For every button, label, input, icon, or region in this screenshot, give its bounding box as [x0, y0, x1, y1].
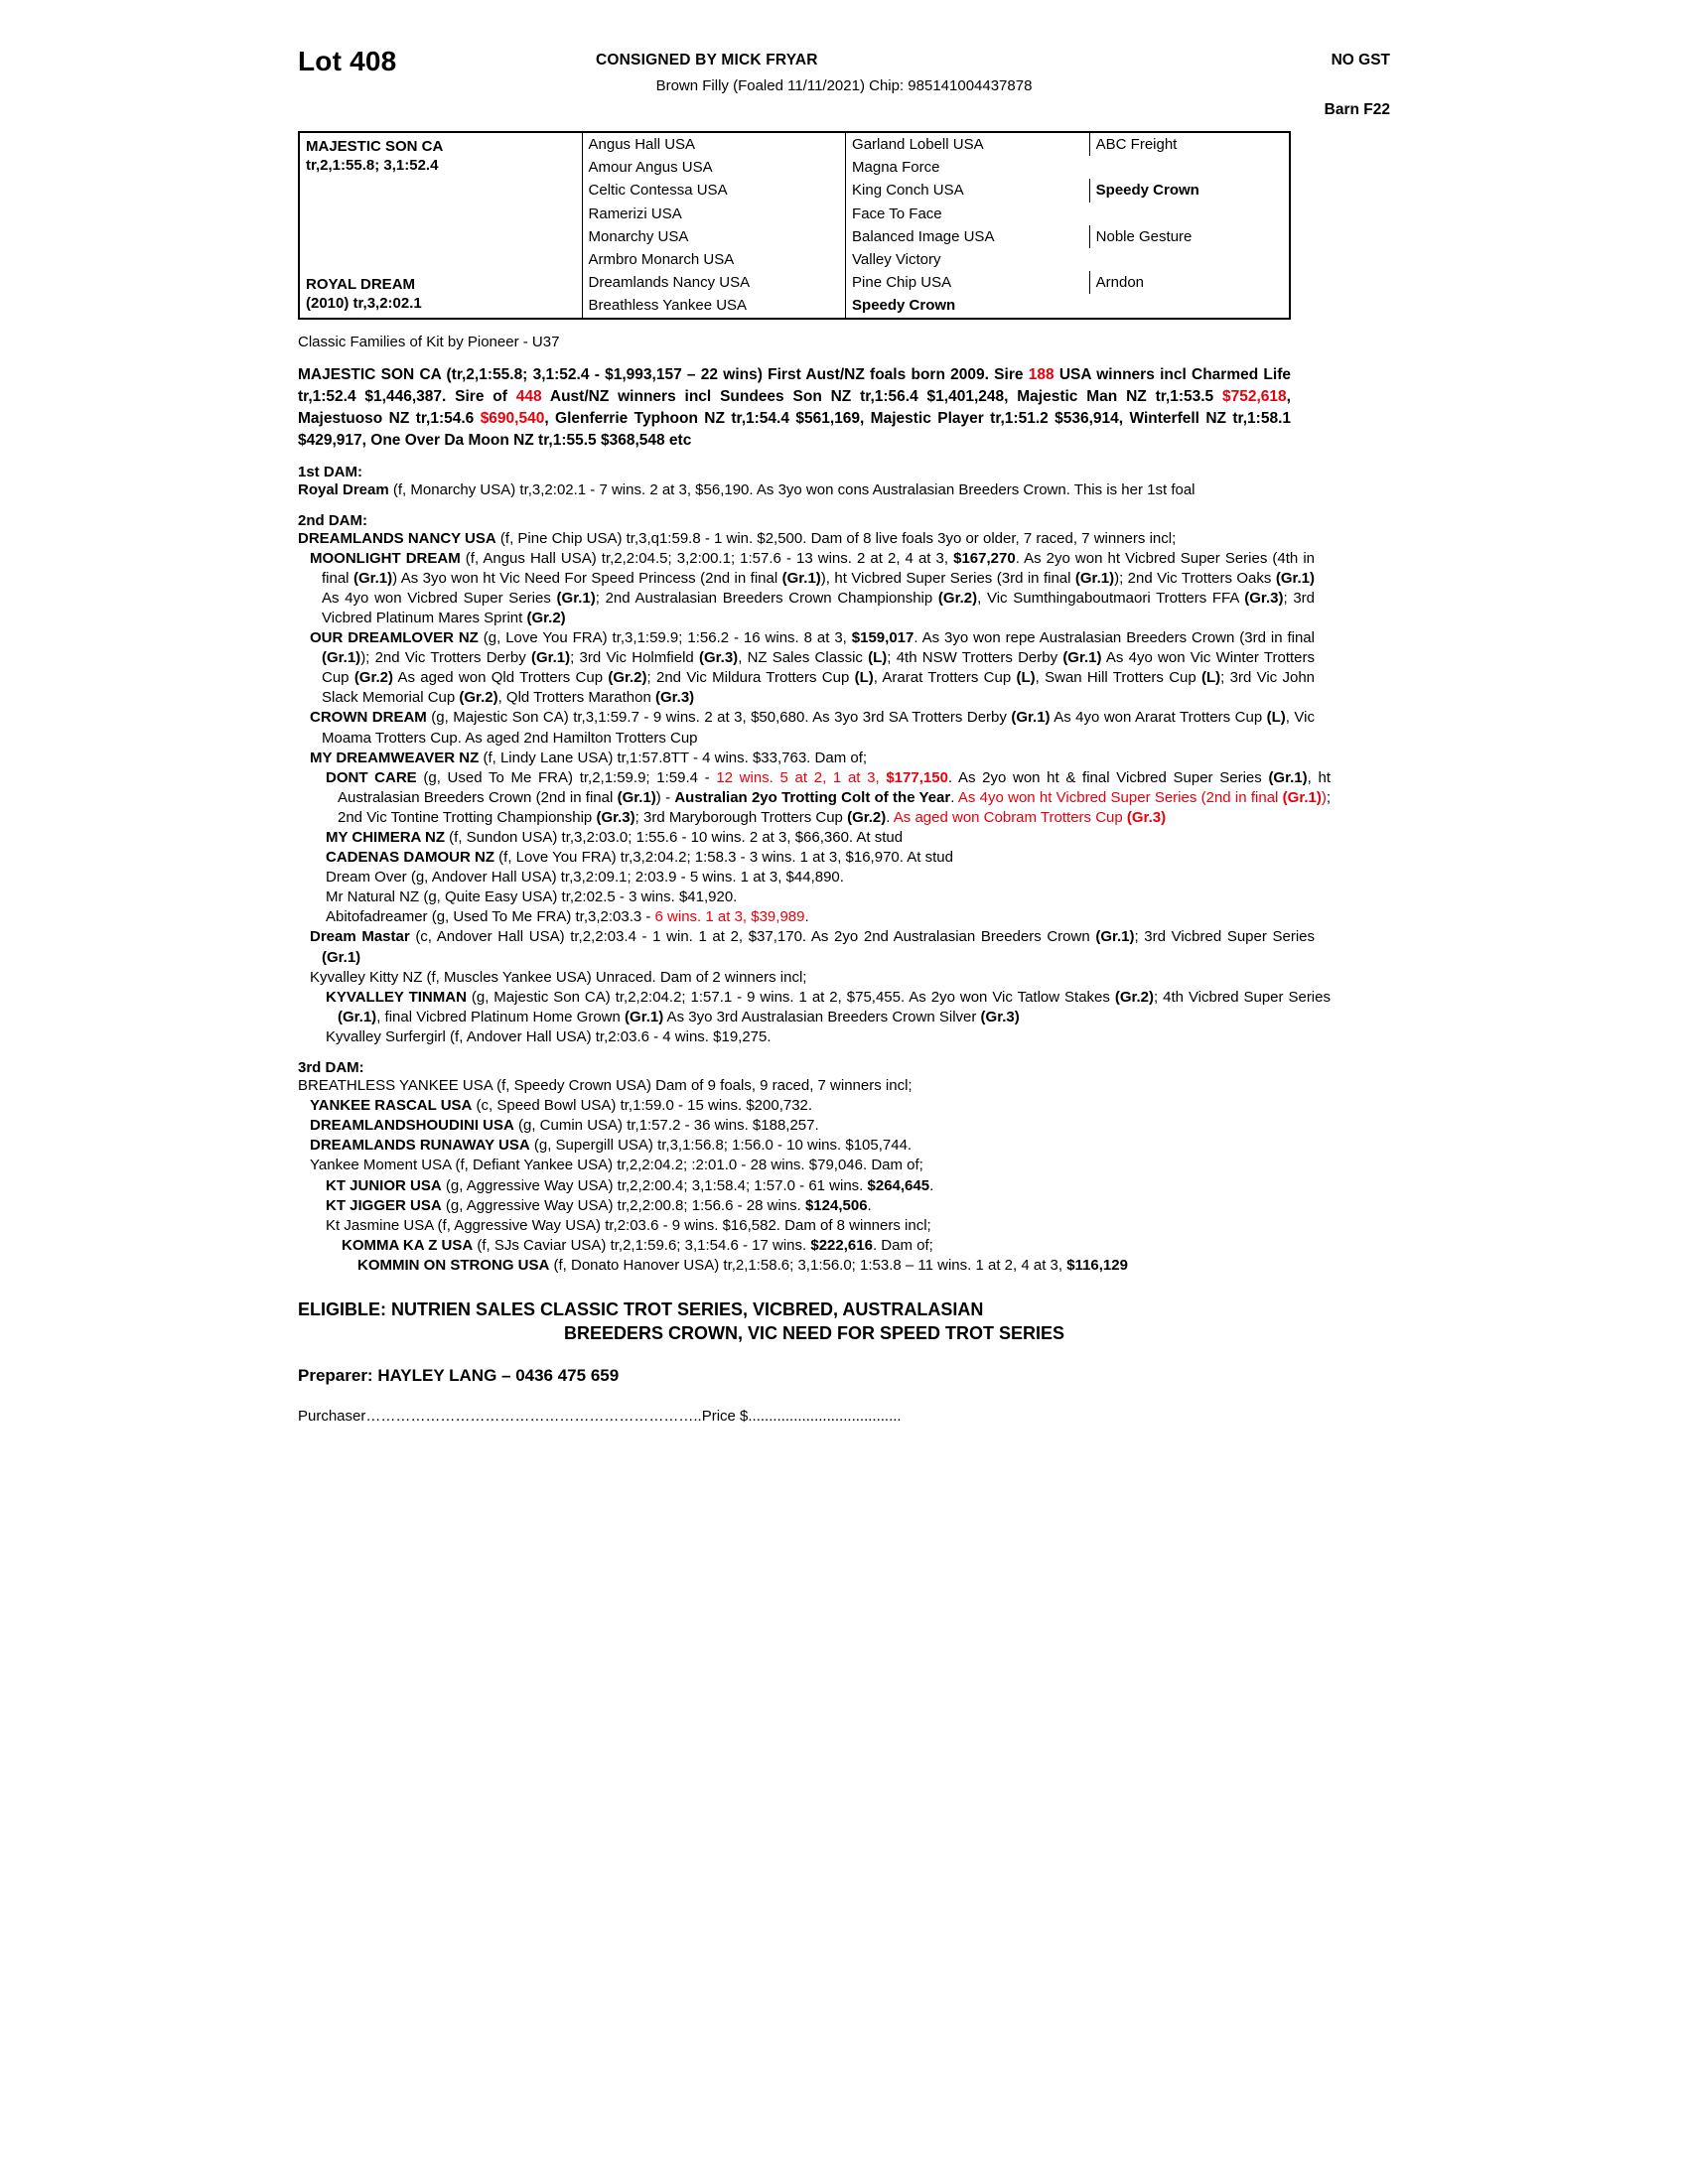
lot-number: Lot 408 [298, 46, 397, 76]
entry-segment: . [929, 1176, 934, 1194]
entry-segment: (Gr.1) [1282, 788, 1322, 806]
entry-segment: $124,506 [804, 1196, 868, 1214]
entry-segment: Australian 2yo Trotting Colt of the Year [674, 788, 951, 806]
entry-segment: (g, Used To Me FRA) tr,2,1:59.9; 1:59.4 - [416, 768, 717, 786]
pedigree-g3-7: Pine Chip USA [846, 271, 1090, 294]
entry-segment: Dream Mastar [310, 928, 410, 946]
sire-dam: Celtic Contessa USA [582, 179, 846, 202]
eligible-line-2: BREEDERS CROWN, VIC NEED FOR SPEED TROT SERIES [563, 1323, 1065, 1344]
sire-usa-winners-count: 188 [1028, 365, 1055, 383]
entry-segment: (L) [854, 669, 874, 687]
entry-segment: ); 2nd Vic Trotters Oaks [1114, 569, 1276, 587]
preparer-line: Preparer: HAYLEY LANG – 0436 475 659 [298, 1365, 620, 1385]
entry-segment: (g, Love You FRA) tr,3,1:59.9; 1:56.2 - 16 wins. 8 at 3, [478, 629, 852, 647]
entry-segment: 6 wins. 1 at 3, $39,989 [654, 908, 805, 926]
progeny-entry [298, 549, 1315, 628]
third-dam-heading: 3rd DAM: [298, 1059, 364, 1077]
entry-segment: (L) [868, 649, 888, 667]
second-dam-name: DREAMLANDS NANCY USA [298, 529, 496, 547]
entry-segment: (Gr.2) [608, 669, 647, 687]
entry-segment: . Dam of; [872, 1236, 933, 1254]
entry-segment: (Gr.1) [556, 589, 596, 607]
pedigree-g3-2: Amour Angus USA [582, 156, 846, 179]
entry-segment: MOONLIGHT DREAM [310, 549, 461, 567]
consignor-line: CONSIGNED BY MICK FRYAR [596, 52, 818, 68]
entry-segment: MY DREAMWEAVER NZ [310, 749, 480, 766]
entry-segment: MY CHIMERA NZ [326, 829, 445, 846]
progeny-entry [298, 768, 1331, 828]
sire-summary [298, 364, 1291, 452]
progeny-entry [298, 1236, 1346, 1256]
entry-segment: , NZ Sales Classic [738, 649, 869, 667]
entry-segment: , Qld Trotters Marathon [497, 689, 655, 707]
entry-segment: (Gr.2) [847, 808, 887, 826]
entry-segment: KYVALLEY TINMAN [326, 988, 467, 1006]
sire-sire: Angus Hall USA [582, 133, 846, 156]
pedigree-g3-4: Ramerizi USA [582, 203, 846, 225]
entry-segment: ; 3rd Vic Holmfield [570, 649, 699, 667]
entry-segment: KOMMIN ON STRONG USA [357, 1256, 550, 1274]
entry-segment: . As 3yo won repe Australasian Breeders Crown (3rd in final [914, 629, 1315, 647]
barn-number: Barn F22 [1324, 101, 1390, 118]
entry-segment: As 4yo won Vic Winter Trotters Cup [322, 649, 1315, 687]
entry-segment: $116,129 [1066, 1256, 1128, 1274]
entry-segment: ) [1321, 788, 1327, 806]
second-dam-heading: 2nd DAM: [298, 511, 367, 529]
entry-segment: As aged won Cobram Trotters Cup [893, 808, 1127, 826]
entry-segment: (Gr.1) [338, 1008, 377, 1025]
first-dam-heading: 1st DAM: [298, 463, 363, 480]
sire-name: MAJESTIC SON CA [306, 138, 444, 155]
pedigree-g4-2: Magna Force [846, 156, 1090, 179]
majestuoso-earnings: $690,540 [480, 409, 545, 427]
progeny-entry [298, 749, 1315, 768]
second-dam-entry [298, 529, 1299, 549]
entry-segment: (Gr.2) [526, 609, 566, 626]
entry-segment: (Gr.1) [322, 948, 361, 966]
progeny-entry [298, 1096, 1315, 1116]
entry-segment: YANKEE RASCAL USA [310, 1097, 473, 1115]
entry-segment: ) - [655, 788, 675, 806]
pedigree-g3-1: Garland Lobell USA [846, 133, 1090, 156]
entry-segment: ; 2nd Vic Mildura Trotters Cup [646, 669, 855, 687]
second-dam-detail: (f, Pine Chip USA) tr,3,q1:59.8 - 1 win. $2,500. Dam of 8 live foals 3yo or older, 7 raced, 7 winners incl; [495, 529, 1177, 547]
entry-segment: $222,616 [810, 1236, 873, 1254]
sire-summary-p4: , Majestuoso NZ tr,1:54.6 [298, 387, 1291, 427]
first-dam-name: Royal Dream [298, 480, 389, 498]
entry-segment: Yankee Moment USA (f, Defiant Yankee USA) tr,2,2:04.2; :2:01.0 - 28 wins. $79,046. Dam of; [310, 1157, 923, 1174]
entry-segment: (f, Love You FRA) tr,3,2:04.2; 1:58.3 - 3 wins. 1 at 3, $16,970. At stud [494, 849, 953, 867]
pedigree-g3-5: Balanced Image USA [846, 225, 1090, 248]
entry-segment: (f, Donato Hanover USA) tr,2,1:58.6; 3,1:56.0; 1:53.8 – 11 wins. 1 at 2, 4 at 3, [549, 1256, 1067, 1274]
dam-record: (2010) tr,3,2:02.1 [306, 295, 422, 313]
progeny-entry [298, 1196, 1331, 1216]
entry-segment: , Ararat Trotters Cup [873, 669, 1017, 687]
entry-segment: DREAMLANDSHOUDINI USA [310, 1117, 514, 1135]
entry-segment: (f, Sundon USA) tr,3,2:03.0; 1:55.6 - 10 wins. 2 at 3, $66,360. At stud [445, 829, 904, 846]
sire-summary-p5: , Glenferrie Typhoon NZ tr,1:54.4 $561,169, Majestic Player tr,1:51.2 $536,914, Winterfell NZ tr,1:58.1 $429,917, One Over Da Moon NZ tr,1:55.5 $368,548 etc [298, 409, 1291, 449]
dam-sire: Monarchy USA [582, 225, 846, 248]
entry-segment: (L) [1016, 669, 1036, 687]
entry-segment: As 4yo won Vicbred Super Series [322, 589, 557, 607]
progeny-entry [298, 1176, 1331, 1196]
pedigree-sire-cell [300, 133, 582, 179]
entry-segment: (L) [1201, 669, 1221, 687]
entry-segment: (Gr.1) [1275, 569, 1316, 587]
entry-segment: 12 wins. 5 at 2, 1 at 3, [716, 768, 887, 786]
entry-segment: Kyvalley Kitty NZ (f, Muscles Yankee USA) Unraced. Dam of 2 winners incl; [310, 968, 807, 986]
progeny-entry [298, 868, 1331, 887]
entry-segment: (c, Speed Bowl USA) tr,1:59.0 - 15 wins. $200,732. [472, 1097, 813, 1115]
entry-segment: (f, SJs Caviar USA) tr,2,1:59.6; 3,1:54.6 - 17 wins. [473, 1236, 811, 1254]
entry-segment: ) As 3yo won ht Vic Need For Speed Princess (2nd in final [392, 569, 782, 587]
entry-segment: Abitofadreamer (g, Used To Me FRA) tr,3,2:03.3 - [326, 908, 655, 926]
entry-segment: , ht Australasian Breeders Crown (2nd in final [338, 768, 1331, 806]
progeny-entry [298, 628, 1315, 708]
entry-segment: ; 3rd Vicbred Super Series [1134, 928, 1316, 946]
progeny-entry [298, 1156, 1315, 1175]
entry-segment: (Gr.3) [1126, 808, 1167, 826]
entry-segment: ; 2nd Vic Tontine Trotting Championship [338, 788, 1332, 826]
pedigree-table [298, 131, 1291, 320]
entry-segment: $159,017 [851, 629, 914, 647]
progeny-entry [298, 887, 1331, 907]
dam-dam: Dreamlands Nancy USA [582, 271, 846, 294]
purchaser-line: Purchaser…………………………………………………………..Price $..................................... [298, 1407, 902, 1425]
entry-segment: (Gr.1) [1074, 569, 1115, 587]
entry-segment: Dream Over (g, Andover Hall USA) tr,3,2:09.1; 2:03.9 - 5 wins. 1 at 3, $44,890. [326, 869, 844, 887]
pedigree-sire-record-cell [300, 179, 582, 224]
entry-segment: KOMMA KA Z USA [342, 1236, 474, 1254]
pedigree-g4-4: Face To Face [846, 203, 1090, 225]
entry-segment: (Gr.1) [1062, 649, 1102, 667]
entry-segment: , final Vicbred Platinum Home Grown [376, 1008, 626, 1025]
sire-summary-p2: USA winners incl Charmed Life tr,1:52.4 $1,446,387. Sire of [298, 365, 1291, 405]
entry-segment: (Gr.1) [530, 649, 571, 667]
pedigree-g4-8: Speedy Crown [846, 294, 1090, 317]
entry-segment: , Vic Moama Trotters Cup. As aged 2nd Hamilton Trotters Cup [322, 709, 1316, 747]
pedigree-g4-1: ABC Freight [1089, 133, 1289, 156]
entry-segment: $167,270 [953, 549, 1016, 567]
pedigree-g3-8: Breathless Yankee USA [582, 294, 846, 317]
progeny-entry [298, 988, 1331, 1027]
entry-segment: (Gr.2) [353, 669, 393, 687]
pedigree-dam-record-cell [300, 271, 582, 317]
page-header [298, 40, 1390, 125]
entry-segment: . [950, 788, 958, 806]
entry-segment: (Gr.3) [596, 808, 635, 826]
entry-segment: , Swan Hill Trotters Cup [1035, 669, 1202, 687]
entry-segment: As aged won Qld Trotters Cup [393, 669, 609, 687]
entry-segment: DREAMLANDS RUNAWAY USA [310, 1137, 530, 1155]
entry-segment: (L) [1266, 709, 1286, 727]
entry-segment: ; 2nd Australasian Breeders Crown Championship [595, 589, 938, 607]
sire-summary-p1: MAJESTIC SON CA (tr,2,1:55.8; 3,1:52.4 - $1,993,157 – 22 wins) First Aust/NZ foals born 2009. Sire [298, 365, 1029, 383]
entry-segment: $177,150 [886, 768, 948, 786]
third-dam-entry: BREATHLESS YANKEE USA (f, Speedy Crown USA) Dam of 9 foals, 9 raced, 7 winners incl; [298, 1077, 913, 1095]
entry-segment: (Gr.2) [937, 589, 978, 607]
third-dam-progeny-list [298, 1096, 1390, 1276]
entry-segment: . [804, 908, 809, 926]
progeny-entry [298, 1116, 1315, 1136]
progeny-entry [298, 927, 1315, 967]
pedigree-g3-6: Armbro Monarch USA [582, 248, 846, 271]
entry-segment: ), ht Vicbred Super Series (3rd in final [820, 569, 1075, 587]
entry-segment: (g, Cumin USA) tr,1:57.2 - 36 wins. $188,257. [513, 1117, 819, 1135]
progeny-entry [298, 708, 1315, 748]
pedigree-g4-3: Speedy Crown [1089, 179, 1289, 202]
classic-families-line: Classic Families of Kit by Pioneer - U37 [298, 333, 560, 350]
entry-segment: (f, Lindy Lane USA) tr,1:57.8TT - 4 wins. $33,763. Dam of; [479, 749, 868, 766]
entry-segment: (Gr.2) [459, 689, 498, 707]
progeny-entry [298, 968, 1315, 988]
entry-segment: (g, Aggressive Way USA) tr,2,2:00.4; 3,1:58.4; 1:57.0 - 61 wins. [441, 1176, 868, 1194]
entry-segment: KT JUNIOR USA [326, 1176, 442, 1194]
entry-segment: ; 4th NSW Trotters Derby [887, 649, 1063, 667]
entry-segment: (g, Aggressive Way USA) tr,2,2:00.8; 1:56.6 - 28 wins. [441, 1196, 805, 1214]
entry-segment: Kyvalley Surfergirl (f, Andover Hall USA) tr,2:03.6 - 4 wins. $19,275. [326, 1027, 772, 1045]
entry-segment: (g, Majestic Son CA) tr,2,2:04.2; 1:57.1 - 9 wins. 1 at 2, $75,455. As 2yo won Vic Tatlow Stakes [466, 988, 1115, 1006]
entry-segment: (f, Angus Hall USA) tr,2,2:04.5; 3,2:00.1; 1:57.6 - 13 wins. 2 at 2, 4 at 3, [460, 549, 954, 567]
entry-segment: (Gr.1) [322, 649, 361, 667]
entry-segment: As 4yo won Ararat Trotters Cup [1050, 709, 1267, 727]
entry-segment: ; 3rd Vicbred Platinum Mares Sprint [322, 589, 1315, 626]
entry-segment: ; 3rd Vic John Slack Memorial Cup [322, 669, 1315, 707]
entry-segment: . As 2yo won ht Vicbred Super Series (4th in final [322, 549, 1316, 587]
progeny-entry [298, 1216, 1331, 1236]
sire-record: tr,2,1:55.8; 3,1:52.4 [306, 157, 439, 175]
first-dam-detail: (f, Monarchy USA) tr,3,2:02.1 - 7 wins. 2 at 3, $56,190. As 3yo won cons Australasian Breeders Crown. This is her 1st foal [388, 480, 1196, 498]
entry-segment: DONT CARE [326, 768, 417, 786]
entry-segment: ; 3rd Maryborough Trotters Cup [634, 808, 848, 826]
entry-segment: (Gr.1) [617, 788, 656, 806]
entry-segment: (Gr.1) [625, 1008, 664, 1025]
pedigree-g4-7: Arndon [1089, 271, 1289, 294]
progeny-entry [298, 848, 1331, 868]
entry-segment: CADENAS DAMOUR NZ [326, 849, 494, 867]
entry-segment: Mr Natural NZ (g, Quite Easy USA) tr,2:02.5 - 3 wins. $41,920. [326, 888, 738, 906]
eligible-block [298, 1297, 1291, 1346]
entry-segment: . As 2yo won ht & final Vicbred Super Series [947, 768, 1269, 786]
entry-segment: (Gr.3) [699, 649, 739, 667]
entry-segment: ); 2nd Vic Trotters Derby [360, 649, 531, 667]
majestic-man-earnings: $752,618 [1222, 387, 1287, 405]
entry-segment: (Gr.1) [1011, 709, 1051, 727]
entry-segment: (g, Supergill USA) tr,3,1:56.8; 1:56.0 - 10 wins. $105,744. [529, 1137, 913, 1155]
entry-segment: (g, Majestic Son CA) tr,3,1:59.7 - 9 wins. 2 at 3, $50,680. As 3yo 3rd SA Trotters Derby [426, 709, 1012, 727]
sire-anz-winners-count: 448 [515, 387, 542, 405]
pedigree-dam-cell [300, 225, 582, 271]
second-dam-progeny-list [298, 549, 1390, 1047]
progeny-entry [298, 828, 1331, 848]
dam-name: ROYAL DREAM [306, 276, 416, 294]
entry-segment: (Gr.1) [352, 569, 393, 587]
entry-segment: (c, Andover Hall USA) tr,2,2:03.4 - 1 win. 1 at 2, $37,170. As 2yo 2nd Australasian Breeders Crown [409, 928, 1096, 946]
entry-segment: As 3yo 3rd Australasian Breeders Crown Silver [663, 1008, 981, 1025]
progeny-entry [298, 907, 1331, 927]
pedigree-g4-6: Valley Victory [846, 248, 1090, 271]
entry-segment: (Gr.1) [781, 569, 821, 587]
progeny-entry [298, 1256, 1362, 1276]
sire-summary-p3: Aust/NZ winners incl Sundees Son NZ tr,1:56.4 $1,401,248, Majestic Man NZ tr,1:53.5 [541, 387, 1223, 405]
entry-segment: (Gr.2) [1114, 988, 1155, 1006]
entry-segment: . [886, 808, 894, 826]
pedigree-g4-5: Noble Gesture [1089, 225, 1289, 248]
entry-segment: , Vic Sumthingaboutmaori Trotters FFA [977, 589, 1245, 607]
pedigree-g3-3: King Conch USA [846, 179, 1090, 202]
entry-segment: CROWN DREAM [310, 709, 427, 727]
catalogue-sheet [298, 40, 1390, 1425]
entry-segment: As 4yo won ht Vicbred Super Series (2nd in final [957, 788, 1283, 806]
progeny-entry [298, 1136, 1315, 1156]
gst-status: NO GST [1331, 52, 1390, 68]
entry-segment: (Gr.3) [1244, 589, 1284, 607]
entry-segment: KT JIGGER USA [326, 1196, 442, 1214]
entry-segment: OUR DREAMLOVER NZ [310, 629, 479, 647]
entry-segment: (Gr.3) [654, 689, 695, 707]
entry-segment: (Gr.1) [1268, 768, 1308, 786]
entry-segment: (Gr.3) [980, 1008, 1020, 1025]
progeny-entry [298, 1027, 1331, 1047]
entry-segment: ; 4th Vicbred Super Series [1154, 988, 1331, 1006]
entry-segment: Kt Jasmine USA (f, Aggressive Way USA) tr,2:03.6 - 9 wins. $16,582. Dam of 8 winners incl; [326, 1216, 931, 1234]
eligible-line-1: ELIGIBLE: NUTRIEN SALES CLASSIC TROT SERIES, VICBRED, AUSTRALASIAN [298, 1298, 984, 1319]
entry-segment: (Gr.1) [1095, 928, 1135, 946]
horse-description: Brown Filly (Foaled 11/11/2021) Chip: 985141004437878 [655, 77, 1033, 94]
first-dam-entry [298, 480, 1299, 500]
entry-segment: . [867, 1196, 872, 1214]
entry-segment: $264,645 [867, 1176, 930, 1194]
